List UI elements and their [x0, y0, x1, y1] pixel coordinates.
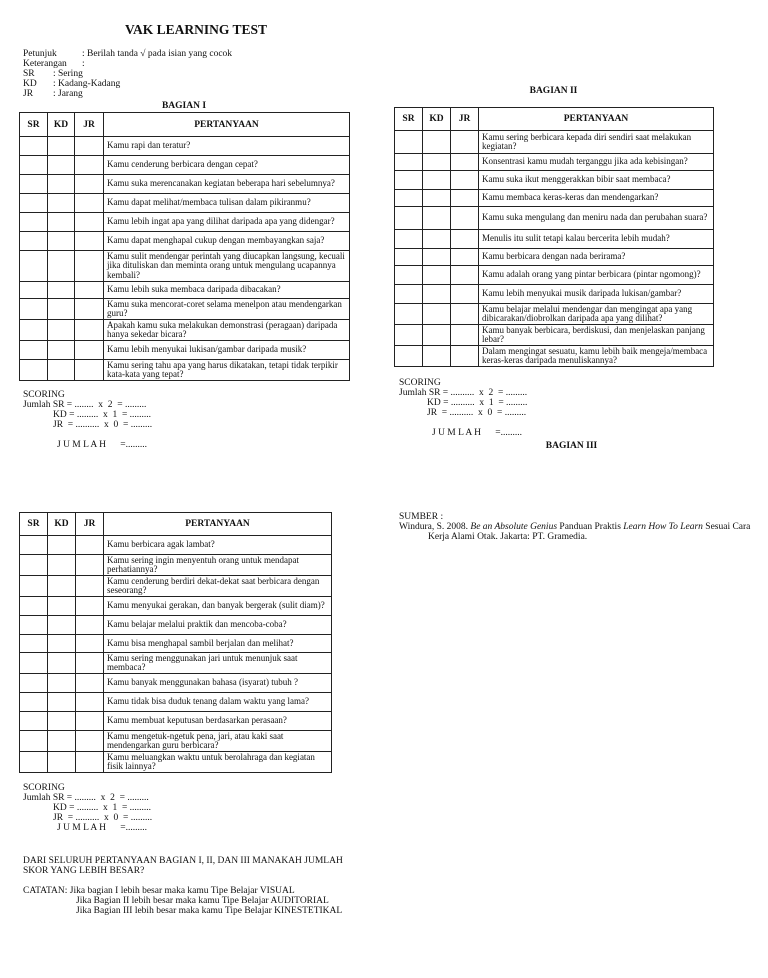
answer-cell-jr[interactable] [75, 360, 104, 381]
table-row [20, 213, 350, 232]
answer-cell-kd[interactable] [48, 597, 76, 616]
table-row [20, 320, 350, 341]
question-text: Kamu sering ingin menyentuh orang untuk mendapat perhatiannya? [104, 555, 332, 576]
answer-cell-sr[interactable] [20, 555, 48, 576]
question-text: Kamu sering berbicara kepada diri sendiri saat melakukan kegiatan? [479, 131, 714, 154]
legend-code: SR [23, 69, 35, 79]
question-text: Kamu adalah orang yang pintar berbicara (pintar ngomong)? [479, 266, 714, 285]
answer-cell-kd[interactable] [48, 137, 75, 156]
scoring-line [399, 418, 527, 428]
answer-cell-sr[interactable] [20, 693, 48, 712]
legend-code: KD [23, 79, 37, 89]
answer-cell-kd[interactable] [48, 653, 76, 674]
answer-cell-jr[interactable] [76, 731, 104, 752]
table-row [395, 285, 714, 304]
answer-cell-sr[interactable] [20, 137, 48, 156]
table-row [20, 597, 332, 616]
answer-cell-sr[interactable] [395, 154, 423, 171]
catatan-label: CATATAN: [23, 886, 68, 896]
answer-cell-kd[interactable] [48, 213, 75, 232]
scoring-block-1 [23, 390, 152, 450]
answer-cell-jr[interactable] [75, 282, 104, 299]
answer-cell-sr[interactable] [20, 536, 48, 555]
question-text: Kamu suka ikut menggerakkan bibir saat membaca? [479, 171, 714, 190]
answer-cell-jr[interactable] [451, 207, 479, 230]
col-header-sr: SR [20, 513, 48, 536]
section-title-1: BAGIAN I [161, 101, 207, 111]
table-row [20, 360, 350, 381]
answer-cell-kd[interactable] [48, 341, 75, 360]
citation-line-2: Kerja Alami Otak. Jakarta: PT. Gramedia. [428, 532, 588, 542]
answer-cell-kd[interactable] [48, 251, 75, 282]
table-row [395, 346, 714, 367]
answer-cell-kd[interactable] [423, 171, 451, 190]
catatan-line: Jika bagian I lebih besar maka kamu Tipe Belajar VISUAL [69, 886, 295, 896]
answer-cell-jr[interactable] [451, 249, 479, 266]
answer-cell-kd[interactable] [423, 346, 451, 367]
answer-cell-kd[interactable] [423, 285, 451, 304]
question-text: Konsentrasi kamu mudah terganggu jika ada kebisingan? [479, 154, 714, 171]
answer-cell-sr[interactable] [20, 232, 48, 251]
col-header-sr: SR [20, 113, 48, 137]
answer-cell-kd[interactable] [423, 190, 451, 207]
answer-cell-sr[interactable] [20, 674, 48, 693]
scoring-total: J U M L A H =......... [57, 823, 147, 833]
answer-cell-kd[interactable] [48, 693, 76, 712]
answer-cell-sr[interactable] [395, 285, 423, 304]
question-text: Kamu sulit mendengar perintah yang diucapkan langsung, kecuali jika dituliskan dan meminta orang untuk mengulang ucapannya kembali? [104, 251, 350, 282]
question-text: Kamu cenderung berbicara dengan cepat? [104, 156, 350, 175]
answer-cell-sr[interactable] [395, 304, 423, 325]
petunjuk-text: : Berilah tanda √ pada isian yang cocok [82, 49, 233, 59]
sumber-label: SUMBER : [399, 512, 444, 522]
col-header-kd: KD [423, 108, 451, 131]
answer-cell-jr[interactable] [451, 266, 479, 285]
answer-cell-kd[interactable] [423, 249, 451, 266]
table-row [20, 232, 350, 251]
scoring-line: KD = ......... x 1 = ......... [53, 803, 152, 813]
scoring-line: Jumlah SR = ........ x 2 = ......... [23, 400, 147, 410]
question-text: Kamu belajar melalui praktik dan mencoba-coba? [104, 616, 332, 635]
citation-book-subtitle: Learn How To Learn [623, 522, 703, 532]
questions-table-2 [394, 107, 714, 367]
answer-cell-sr[interactable] [395, 266, 423, 285]
question-text: Apakah kamu suka melakukan demonstrasi (peragaan) daripada hanya sekedar bicara? [104, 320, 350, 341]
answer-cell-jr[interactable] [451, 154, 479, 171]
table-row [20, 555, 332, 576]
section-title-3: BAGIAN III [545, 441, 598, 451]
col-header-pertanyaan: PERTANYAAN [104, 113, 350, 137]
scoring-line: JR = .......... x 0 = ......... [53, 420, 153, 430]
table-row [20, 616, 332, 635]
col-header-kd: KD [48, 513, 76, 536]
answer-cell-jr[interactable] [76, 712, 104, 731]
table-header-row [20, 513, 332, 536]
scoring-block-3 [23, 783, 152, 833]
keterangan-label: Keterangan [23, 59, 67, 69]
table-row [20, 635, 332, 653]
question-text: Kamu menyukai gerakan, dan banyak bergerak (sulit diam)? [104, 597, 332, 616]
answer-cell-jr[interactable] [451, 171, 479, 190]
answer-cell-kd[interactable] [48, 156, 75, 175]
answer-cell-jr[interactable] [76, 653, 104, 674]
question-text: Kamu lebih suka membaca daripada dibacakan? [104, 282, 350, 299]
scoring-total: J U M L A H =......... [432, 428, 522, 438]
citation-text: Sesuai Cara [702, 522, 751, 532]
answer-cell-jr[interactable] [75, 251, 104, 282]
table-row [395, 207, 714, 230]
answer-cell-jr[interactable] [75, 137, 104, 156]
questions-table-1 [19, 112, 350, 381]
answer-cell-jr[interactable] [76, 674, 104, 693]
answer-cell-sr[interactable] [20, 597, 48, 616]
answer-cell-sr[interactable] [20, 156, 48, 175]
answer-cell-jr[interactable] [75, 341, 104, 360]
table-header-row [20, 113, 350, 137]
table-row [395, 154, 714, 171]
table-row [20, 299, 350, 320]
answer-cell-jr[interactable] [75, 175, 104, 194]
answer-cell-sr[interactable] [20, 576, 48, 597]
legend-code: JR [23, 89, 34, 99]
question-text: Menulis itu sulit tetapi kalau bercerita lebih mudah? [479, 230, 714, 249]
answer-cell-sr[interactable] [20, 320, 48, 341]
question-text: Kamu banyak menggunakan bahasa (isyarat) tubuh ? [104, 674, 332, 693]
answer-cell-jr[interactable] [76, 752, 104, 773]
answer-cell-kd[interactable] [48, 576, 76, 597]
answer-cell-jr[interactable] [75, 213, 104, 232]
citation-author: Windura, S. 2008. [399, 522, 471, 532]
answer-cell-jr[interactable] [451, 346, 479, 367]
answer-cell-kd[interactable] [48, 232, 75, 251]
question-text: Kamu membuat keputusan berdasarkan perasaan? [104, 712, 332, 731]
legend-text: : Kadang-Kadang [53, 79, 121, 89]
answer-cell-kd[interactable] [48, 616, 76, 635]
answer-cell-jr[interactable] [75, 194, 104, 213]
answer-cell-sr[interactable] [395, 230, 423, 249]
answer-cell-sr[interactable] [20, 752, 48, 773]
question-text: Kamu mengetuk-ngetuk pena, jari, atau kaki saat mendengarkan guru berbicara? [104, 731, 332, 752]
question-text: Kamu lebih menyukai musik daripada lukisan/gambar? [479, 285, 714, 304]
answer-cell-sr[interactable] [20, 712, 48, 731]
answer-cell-kd[interactable] [48, 320, 75, 341]
table-header-row [395, 108, 714, 131]
table-row [20, 137, 350, 156]
answer-cell-sr[interactable] [20, 194, 48, 213]
sumber-citation [399, 522, 759, 532]
scoring-line: KD = .......... x 1 = ......... [427, 398, 528, 408]
legend-text: : Sering [53, 69, 83, 79]
answer-cell-sr[interactable] [20, 251, 48, 282]
table-row [20, 251, 350, 282]
answer-cell-kd[interactable] [48, 194, 75, 213]
answer-cell-jr[interactable] [76, 693, 104, 712]
question-text: Kamu cenderung berdiri dekat-dekat saat berbicara dengan seseorang? [104, 576, 332, 597]
answer-cell-kd[interactable] [423, 230, 451, 249]
question-text: Kamu lebih menyukai lukisan/gambar daripada musik? [104, 341, 350, 360]
answer-cell-sr[interactable] [20, 731, 48, 752]
scoring-block-2 [399, 378, 527, 438]
scoring-line: JR = .......... x 0 = ......... [53, 813, 153, 823]
question-text: Kamu sering menggunakan jari untuk menunjuk saat membaca? [104, 653, 332, 674]
answer-cell-jr[interactable] [451, 285, 479, 304]
table-row [395, 171, 714, 190]
question-text: Kamu suka merencanakan kegiatan beberapa hari sebelumnya? [104, 175, 350, 194]
table-row [395, 131, 714, 154]
answer-cell-kd[interactable] [423, 304, 451, 325]
answer-cell-sr[interactable] [395, 249, 423, 266]
table-row [20, 653, 332, 674]
keterangan-text: : [82, 59, 85, 69]
questions-table-3 [19, 512, 332, 773]
question-text: Kamu berbicara agak lambat? [104, 536, 332, 555]
question-text: Kamu rapi dan teratur? [104, 137, 350, 156]
legend-text: : Jarang [53, 89, 83, 99]
question-text: Kamu lebih ingat apa yang dilihat daripada apa yang didengar? [104, 213, 350, 232]
table-row [20, 731, 332, 752]
table-row [20, 341, 350, 360]
answer-cell-jr[interactable] [76, 597, 104, 616]
citation-book-title: Be an Absolute Genius [470, 522, 558, 532]
answer-cell-sr[interactable] [395, 131, 423, 154]
final-question: DARI SELURUH PERTANYAAN BAGIAN I, II, DAN III MANAKAH JUMLAH SKOR YANG LEBIH BESAR? [23, 856, 343, 876]
answer-cell-kd[interactable] [48, 674, 76, 693]
answer-cell-sr[interactable] [395, 190, 423, 207]
answer-cell-jr[interactable] [75, 156, 104, 175]
table-row [20, 156, 350, 175]
answer-cell-kd[interactable] [48, 282, 75, 299]
question-text: Kamu berbicara dengan nada berirama? [479, 249, 714, 266]
scoring-line: JR = .......... x 0 = ......... [427, 408, 527, 418]
answer-cell-kd[interactable] [423, 207, 451, 230]
table-row [395, 325, 714, 346]
question-text: Kamu membaca keras-keras dan mendengarkan? [479, 190, 714, 207]
question-text: Kamu belajar melalui mendengar dan mengingat apa yang dibicarakan/diobrolkan daripada apa yang dilihat? [479, 304, 714, 325]
citation-text: Panduan Praktis [557, 522, 624, 532]
answer-cell-jr[interactable] [76, 555, 104, 576]
instructions [23, 49, 232, 99]
table-row [20, 693, 332, 712]
table-row [20, 175, 350, 194]
col-header-sr: SR [395, 108, 423, 131]
question-text: Kamu suka mengulang dan meniru nada dan perubahan suara? [479, 207, 714, 230]
scoring-title: SCORING [399, 378, 441, 388]
question-text: Kamu meluangkan waktu untuk berolahraga dan kegiatan fisik lainnya? [104, 752, 332, 773]
answer-cell-jr[interactable] [451, 190, 479, 207]
answer-cell-sr[interactable] [20, 175, 48, 194]
table-row [395, 190, 714, 207]
answer-cell-kd[interactable] [423, 131, 451, 154]
table-row [395, 230, 714, 249]
col-header-jr: JR [75, 113, 104, 137]
table-row [20, 712, 332, 731]
answer-cell-jr[interactable] [76, 635, 104, 653]
answer-cell-kd[interactable] [423, 154, 451, 171]
question-text: Kamu dapat melihat/membaca tulisan dalam pikiranmu? [104, 194, 350, 213]
answer-cell-kd[interactable] [48, 360, 75, 381]
scoring-line: Jumlah SR = ......... x 2 = ......... [23, 793, 149, 803]
scoring-line [23, 430, 152, 440]
col-header-jr: JR [451, 108, 479, 131]
scoring-title: SCORING [23, 390, 65, 400]
answer-cell-sr[interactable] [395, 325, 423, 346]
answer-cell-sr[interactable] [20, 616, 48, 635]
scoring-line: KD = ......... x 1 = ......... [53, 410, 152, 420]
question-text: Kamu bisa menghapal sambil berjalan dan melihat? [104, 635, 332, 653]
answer-cell-kd[interactable] [48, 752, 76, 773]
answer-cell-kd[interactable] [48, 175, 75, 194]
answer-cell-sr[interactable] [20, 635, 48, 653]
answer-cell-kd[interactable] [48, 635, 76, 653]
answer-cell-kd[interactable] [423, 325, 451, 346]
table-row [395, 266, 714, 285]
catatan-line: Jika Bagian II lebih besar maka kamu Tipe Belajar AUDITORIAL [76, 896, 329, 906]
answer-cell-jr[interactable] [75, 232, 104, 251]
answer-cell-kd[interactable] [48, 712, 76, 731]
answer-cell-kd[interactable] [423, 266, 451, 285]
answer-cell-sr[interactable] [20, 299, 48, 320]
question-text: Kamu sering tahu apa yang harus dikatakan, tetapi tidak terpikir kata-kata yang tepat? [104, 360, 350, 381]
answer-cell-sr[interactable] [20, 341, 48, 360]
table-row [395, 304, 714, 325]
answer-cell-sr[interactable] [20, 653, 48, 674]
answer-cell-sr[interactable] [20, 282, 48, 299]
catatan-block [23, 886, 342, 916]
question-text: Kamu banyak berbicara, berdiskusi, dan menjelaskan panjang lebar? [479, 325, 714, 346]
answer-cell-sr[interactable] [20, 213, 48, 232]
scoring-title: SCORING [23, 783, 65, 793]
col-header-pertanyaan: PERTANYAAN [479, 108, 714, 131]
answer-cell-kd[interactable] [48, 299, 75, 320]
table-row [395, 249, 714, 266]
question-text: Kamu suka mencorat-coret selama menelpon atau mendengarkan guru? [104, 299, 350, 320]
question-text: Dalam mengingat sesuatu, kamu lebih baik mengeja/membaca keras-keras daripada menuliskannya? [479, 346, 714, 367]
answer-cell-kd[interactable] [48, 536, 76, 555]
table-row [20, 752, 332, 773]
scoring-line: Jumlah SR = .......... x 2 = ......... [399, 388, 528, 398]
answer-cell-sr[interactable] [395, 207, 423, 230]
scoring-total: J U M L A H =......... [57, 440, 147, 450]
answer-cell-jr[interactable] [451, 131, 479, 154]
col-header-kd: KD [48, 113, 75, 137]
section-title-2: BAGIAN II [529, 86, 578, 96]
answer-cell-jr[interactable] [75, 320, 104, 341]
col-header-jr: JR [76, 513, 104, 536]
sumber-block [399, 512, 759, 542]
answer-cell-jr[interactable] [451, 304, 479, 325]
table-row [20, 282, 350, 299]
answer-cell-jr[interactable] [76, 616, 104, 635]
answer-cell-kd[interactable] [48, 731, 76, 752]
answer-cell-sr[interactable] [395, 346, 423, 367]
answer-cell-jr[interactable] [451, 325, 479, 346]
question-text: Kamu dapat menghapal cukup dengan membayangkan saja? [104, 232, 350, 251]
answer-cell-jr[interactable] [75, 299, 104, 320]
question-text: Kamu tidak bisa duduk tenang dalam waktu yang lama? [104, 693, 332, 712]
answer-cell-sr[interactable] [20, 360, 48, 381]
table-row [20, 536, 332, 555]
table-row [20, 674, 332, 693]
table-row [20, 194, 350, 213]
petunjuk-label: Petunjuk [23, 49, 57, 59]
answer-cell-sr[interactable] [395, 171, 423, 190]
answer-cell-jr[interactable] [76, 576, 104, 597]
answer-cell-kd[interactable] [48, 555, 76, 576]
table-row [20, 576, 332, 597]
answer-cell-jr[interactable] [76, 536, 104, 555]
col-header-pertanyaan: PERTANYAAN [104, 513, 332, 536]
answer-cell-jr[interactable] [451, 230, 479, 249]
catatan-line: Jika Bagian III lebih besar maka kamu Tipe Belajar KINESTETIKAL [76, 906, 343, 916]
page-title: VAK LEARNING TEST [124, 22, 268, 37]
